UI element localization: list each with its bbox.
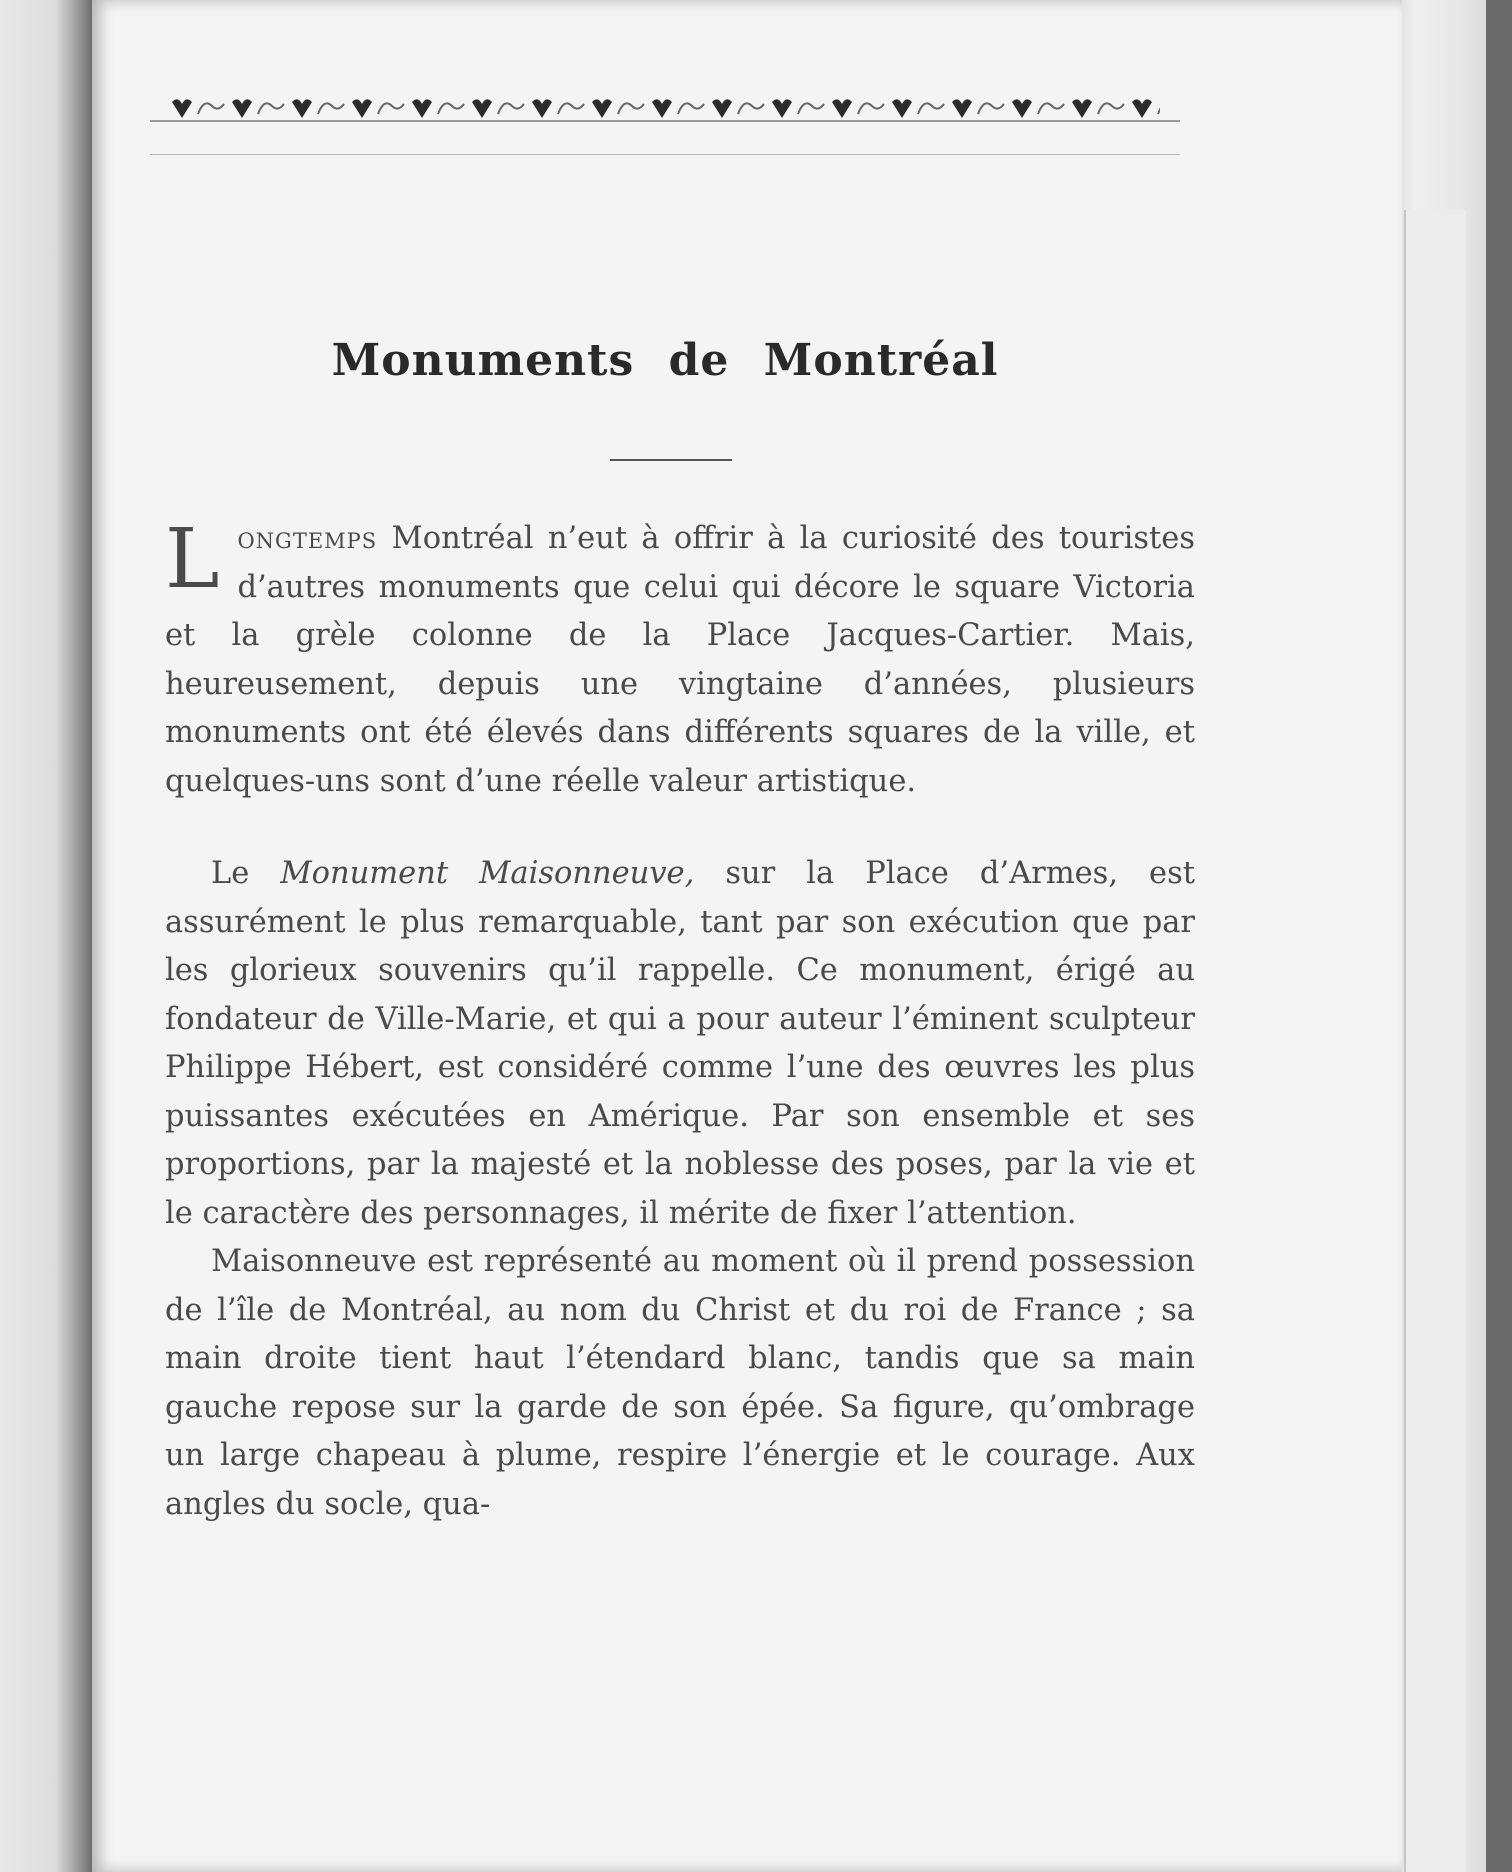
ornament-scroll <box>858 103 884 114</box>
ornament-heart <box>412 99 432 118</box>
ornament-scroll <box>678 103 704 114</box>
drop-cap: L <box>165 512 220 607</box>
ornament-scroll <box>618 103 644 114</box>
ornament-scroll <box>318 103 344 114</box>
ornament-heart <box>472 99 492 118</box>
ornament-scroll <box>978 103 1004 114</box>
ornament-heart <box>232 99 252 118</box>
header-rule-thin <box>150 154 1180 155</box>
paragraph-2-text: sur la Place d’Armes, est assurément le plus remarquable, tant par son exécution que par les glorieux souvenirs qu’il rappelle. Ce monument, érigé au fondateur de Ville-Marie, et qui a pour auteur l’éminent sculpteur Philippe Hébert, est considéré comme l’une des œuvres les plus puissantes exécutées en Amérique. Par son ensemble et ses proportions, par la majesté et la noblesse des poses, par la vie et le caractère des personnages, il mérite de fixer l’attention. <box>165 856 1196 1231</box>
ornament-heart <box>712 99 732 118</box>
paragraph-1-text: Montréal n’eut à offrir à la curiosité des touristes d’autres monuments que celui qui décore le square Victoria et la grèle colonne de la Place Jacques-Cartier. Mais, heureusement, depuis une vingtaine d’années, plusieurs monuments ont été élevés dans différents squares de la ville, et quelques-uns sont d’une réelle valeur artistique. <box>165 521 1195 799</box>
ornament-scroll <box>1098 103 1124 114</box>
ornament-heart <box>772 99 792 118</box>
paragraph-3-text: Maisonneuve est représenté au moment où il prend possession de l’île de Montréal, au nom du Christ et du roi de France ; sa main droite tient haut l’étendard blanc, tandis que sa main gauche repose sur la garde de son épée. Sa figure, qu’ombrage un large chapeau à plume, respire l’énergie et le courage. Aux angles du socle, qua- <box>165 1244 1195 1522</box>
paragraph-3 <box>165 1238 1195 1529</box>
ornament-scroll <box>1038 103 1064 114</box>
ornament-scroll <box>438 103 464 114</box>
paragraph-2 <box>165 850 1195 1238</box>
ornament-heart <box>532 99 552 118</box>
small-caps-lead: ongtemps <box>237 521 378 556</box>
ornament-heart <box>892 99 912 118</box>
ornament-scroll <box>1158 103 1160 114</box>
title-divider <box>610 459 732 461</box>
ornament-heart <box>652 99 672 118</box>
ornament-heart <box>172 99 192 118</box>
ornament-heart <box>1072 99 1092 118</box>
right-page-stack <box>1390 0 1512 1872</box>
ornament-heart <box>592 99 612 118</box>
ornament-scroll <box>378 103 404 114</box>
left-page-edge <box>0 0 92 1872</box>
header-rule <box>150 120 1180 122</box>
ornament-heart <box>952 99 972 118</box>
body-text <box>165 512 1196 1529</box>
monument-name: Monument Maisonneuve, <box>280 856 695 891</box>
ornament-scroll <box>258 103 284 114</box>
paragraph-2-lead: Le <box>211 856 281 891</box>
ornament-scroll <box>918 103 944 114</box>
background-edge <box>1486 0 1512 1872</box>
page-stack <box>1404 210 1466 1872</box>
ornament-heart <box>832 99 852 118</box>
ornament-scroll <box>798 103 824 114</box>
ornament-heart <box>352 99 372 118</box>
paragraph-1 <box>165 512 1195 806</box>
ornament-scroll <box>558 103 584 114</box>
ornament-scroll <box>198 103 224 114</box>
ornament-scroll <box>498 103 524 114</box>
ornament-heart <box>1012 99 1032 118</box>
ornament-heart <box>1132 99 1152 118</box>
ornament-heart <box>292 99 312 118</box>
page-title: Monuments de Montréal <box>331 335 999 386</box>
ornament-scroll <box>738 103 764 114</box>
